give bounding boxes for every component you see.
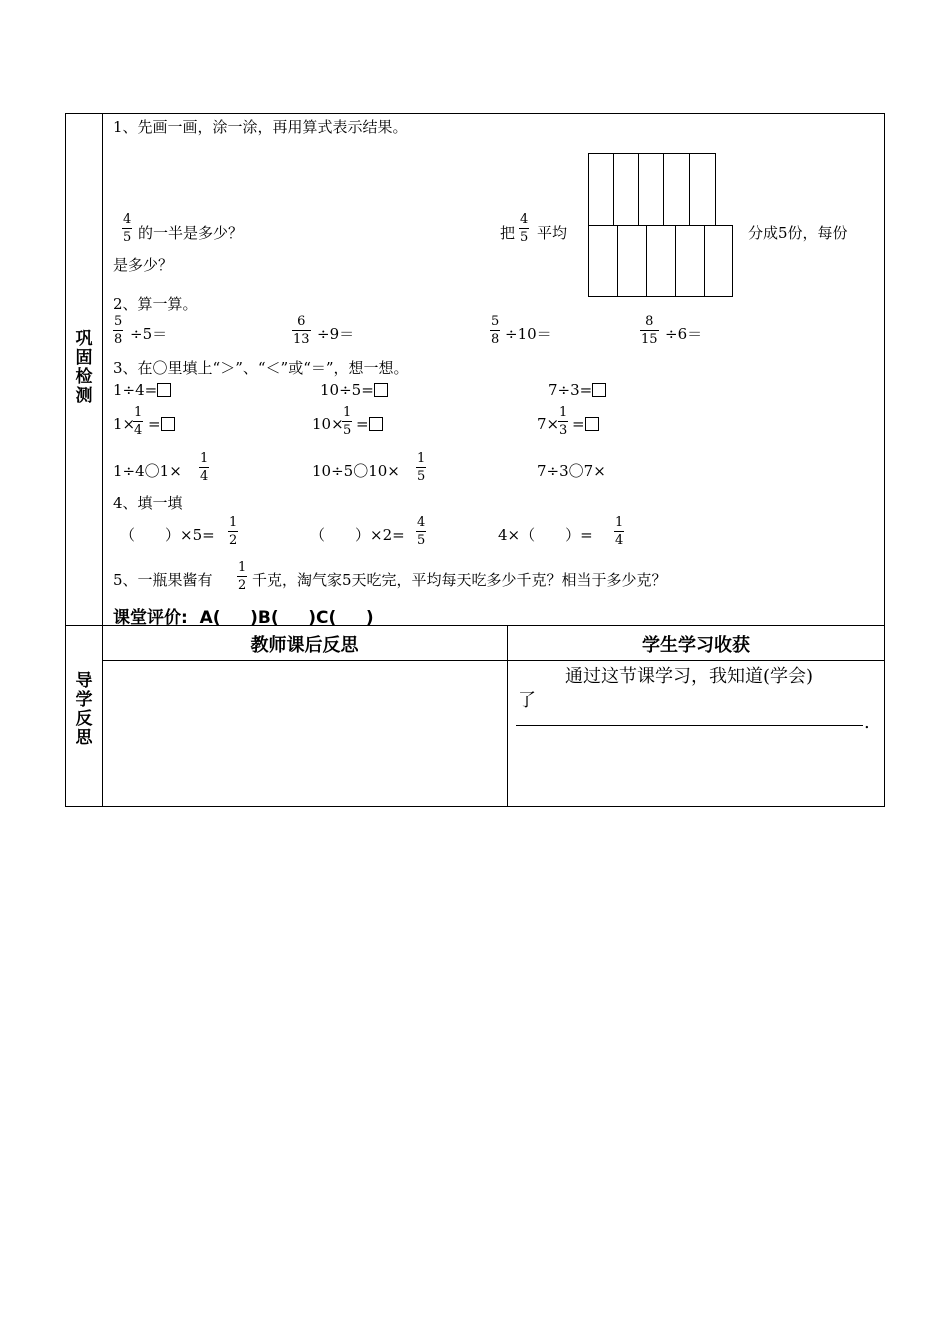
q1-right-prefix: 把 (500, 224, 516, 242)
q2-expression: ÷5＝ (130, 325, 168, 343)
grid-top-cell[interactable] (638, 153, 664, 226)
grid-bottom-cell[interactable] (675, 225, 705, 297)
answer-box[interactable] (161, 417, 175, 431)
q5-pre: 5、一瓶果酱有 (113, 571, 213, 589)
side-label-reflection: 导学反思 (75, 671, 93, 748)
teacher-reflection-area[interactable] (103, 661, 506, 806)
student-line-period: . (864, 712, 870, 733)
q3-row2-fraction: 1 4 (134, 405, 143, 438)
q1-left-text: 的一半是多少？ (138, 224, 244, 242)
q3-row2-pre: 1× (113, 415, 136, 433)
q4-fraction: 1 4 (615, 515, 624, 548)
q3-row3-item: 1÷4〇1× (113, 462, 182, 480)
class-evaluation: 课堂评价: A( )B( )C( ) (113, 608, 374, 628)
q2-fraction: 5 8 (114, 314, 123, 347)
q4-item: （ ）×5= (120, 526, 215, 544)
q3-row2-post: = (148, 415, 175, 433)
q2-fraction: 6 13 (293, 314, 310, 347)
q3-row3-item: 10÷5〇10× (312, 462, 400, 480)
teacher-reflection-header: 教师课后反思 (250, 635, 359, 656)
q2-fraction: 5 8 (491, 314, 500, 347)
grid-bottom-cell[interactable] (617, 225, 647, 297)
q4-title: 4、填一填 (113, 494, 183, 512)
q3-row2-post: = (356, 415, 383, 433)
answer-box[interactable] (374, 383, 388, 397)
answer-box[interactable] (369, 417, 383, 431)
q3-row3-fraction: 1 4 (200, 451, 209, 484)
q3-row2-fraction: 1 3 (559, 405, 568, 438)
q3-row1-item: 1÷4= (113, 381, 171, 399)
q4-item: 4×（ ）= (498, 526, 593, 544)
q4-fraction: 4 5 (417, 515, 426, 548)
side-label-consolidation: 巩固检测 (75, 329, 93, 406)
q3-row2-pre: 10× (312, 415, 344, 433)
q1-right-suffix: 分成5份，每份 (748, 224, 848, 242)
q3-row2-pre: 7× (537, 415, 560, 433)
grid-top-cell[interactable] (613, 153, 639, 226)
q4-item: （ ）×2= (310, 526, 405, 544)
student-gains-text: 通过这节课学习，我知道(学会) (565, 666, 814, 687)
q3-row3-item: 7÷3〇7× (537, 462, 606, 480)
q5-fraction: 1 2 (238, 560, 247, 593)
grid-bottom-cell[interactable] (646, 225, 676, 297)
grid-bottom-cell[interactable] (704, 225, 733, 297)
q1-wrap-text: 是多少？ (113, 256, 174, 274)
q1-title: 1、先画一画，涂一涂，再用算式表示结果。 (113, 118, 408, 136)
q3-row1-item: 7÷3= (548, 381, 606, 399)
q2-expression: ÷10＝ (505, 325, 552, 343)
q2-fraction: 8 15 (641, 314, 658, 347)
q4-fraction: 1 2 (229, 515, 238, 548)
q3-title: 3、在〇里填上“＞”、“＜”或“＝”，想一想。 (113, 359, 409, 377)
student-answer-line[interactable] (516, 725, 863, 726)
q1-right-fraction: 4 5 (520, 212, 529, 245)
student-gains-header: 学生学习收获 (642, 635, 750, 656)
q3-row2-fraction: 1 5 (343, 405, 352, 438)
q3-row1-item: 10÷5= (320, 381, 388, 399)
answer-box[interactable] (157, 383, 171, 397)
grid-bottom-cell[interactable] (588, 225, 618, 297)
q1-right-mid: 平均 (537, 224, 568, 242)
grid-top-cell[interactable] (663, 153, 690, 226)
q2-title: 2、算一算。 (113, 295, 198, 313)
grid-top-cell[interactable] (689, 153, 716, 226)
q5-post: 千克，淘气家5天吃完，平均每天吃多少千克？相当于多少克？ (252, 571, 667, 589)
answer-box[interactable] (585, 417, 599, 431)
q1-left-fraction: 4 5 (123, 212, 132, 245)
answer-box[interactable] (592, 383, 606, 397)
q2-expression: ÷6＝ (665, 325, 703, 343)
q3-row2-post: = (572, 415, 599, 433)
q2-expression: ÷9＝ (317, 325, 355, 343)
student-gains-text-cont: 了 (518, 690, 536, 711)
grid-top-cell[interactable] (588, 153, 614, 226)
q3-row3-fraction: 1 5 (417, 451, 426, 484)
